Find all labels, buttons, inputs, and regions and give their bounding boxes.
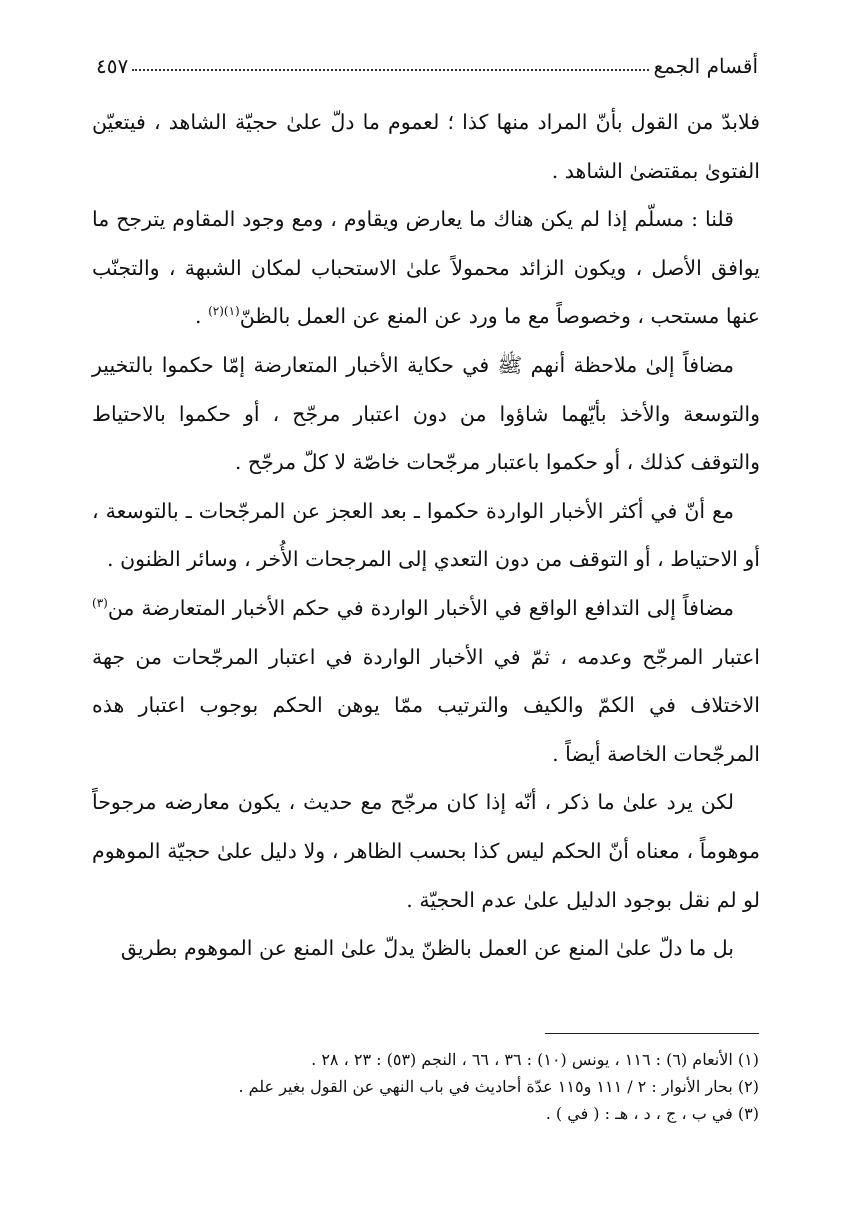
paragraph-2 (92, 195, 760, 341)
text-tail: . (195, 304, 209, 329)
paragraph-1 (92, 98, 760, 195)
text-line: مضافاً إلى التدافع الواقع في الأخبار الواردة في حكم الأخبار المتعارضة (141, 595, 734, 620)
text-line: قلنا : مسلّم إذا لم يكن هناك ما يعارض ويقاوم ، ومع وجود المقاوم (172, 207, 734, 232)
text-line: المرجّحات الخاصة أيضاً . (552, 741, 760, 766)
paragraph-3 (92, 341, 760, 487)
text-line: الموهوم لو لم نقل بوجود الدليل علىٰ عدم الحجيّة . (92, 838, 760, 912)
footnote-separator (545, 1033, 759, 1034)
chapter-title: أقسام الجمع (653, 54, 758, 78)
paragraph-5 (92, 584, 760, 778)
text-line: لكن يرد علىٰ ما ذكر ، أنّه إذا كان مرجّح مع حديث ، يكون معارضه (164, 790, 734, 815)
header-dot-leader (132, 69, 649, 71)
paragraph-6 (92, 778, 760, 924)
footnote-1: (١) الأنعام (٦) : ١١٦ ، يونس (١٠) : ٣٦ ، ٦٦ ، النجم (٥٣) : ٢٣ ، ٢٨ . (311, 1050, 759, 1069)
main-text (92, 98, 760, 973)
page-number: ٤٥٧ (96, 54, 129, 78)
text-line: اعتبار المرجّح وعدمه ، ثمّ في الأخبار الواردة في اعتبار المرجّحات من (135, 644, 760, 669)
text-line: فلابدّ من القول بأنّ المراد منها كذا ؛ لعموم ما دلّ علىٰ حجيّة الشاهد ، فيتعيّن (92, 110, 760, 134)
text-line: بل ما دلّ علىٰ المنع عن العمل بالظنّ يدلّ علىٰ المنع عن الموهوم بطريق (120, 936, 734, 961)
text-line: بالتخيير والتوسعة والأخذ بأيّهما شاؤوا من دون اعتبار مرجّح ، أو حكموا (92, 352, 760, 426)
paragraph-7 (92, 924, 760, 973)
text-line: جهة الاختلاف في الكمّ والكيف والترتيب ممّا يوهن الحكم بوجوب اعتبار هذه (92, 644, 760, 718)
paragraph-4 (92, 487, 760, 584)
text-line: مرجوحاً موهوماً ، معناه أنّ الحكم ليس كذا بحسب الظاهر ، ولا دليل علىٰ حجيّة (92, 790, 760, 863)
text-line: مضافاً إلىٰ ملاحظة أنهم ﷺ في حكاية الأخبار المتعارضة إمّا حكموا (161, 352, 734, 377)
footnote-ref: (١)(٢) (208, 304, 240, 319)
footnotes (92, 1046, 759, 1127)
footnote-3: (٣) في ب ، ج ، د ، هـ : ( في ) . (545, 1104, 759, 1123)
text-line: بالتوسعة ، أو الاحتياط ، أو التوقف من دون التعدي إلى المرجحات الأُخر ، (92, 498, 760, 572)
text-line: من (107, 595, 135, 620)
text-line: الفتوىٰ بمقتضىٰ الشاهد . (551, 158, 760, 183)
footnote-ref: (٣) (92, 596, 108, 611)
text-line: بالاحتياط والتوقف كذلك ، أو حكموا باعتبار مرجّحات خاصّة لا كلّ مرجّح . (92, 401, 760, 475)
text-line: والتجنّب عنها مستحب ، وخصوصاً مع ما ورد عن المنع عن العمل بالظنّ (92, 255, 760, 329)
text-line: وسائر الظنون . (107, 547, 238, 572)
running-header (96, 42, 758, 78)
text-line: يترجح ما يوافق الأصل ، ويكون الزائد محمولاً علىٰ الاستحباب لمكان الشبهة ، (92, 207, 760, 280)
footnote-2: (٢) بحار الأنوار : ٢ / ١١١ و١١٥ عدّة أحاديث في باب النهي عن القول بغير علم . (238, 1077, 759, 1096)
text-line: مع أنّ في أكثر الأخبار الواردة حكموا ـ بعد العجز عن المرجّحات ـ (185, 498, 734, 523)
